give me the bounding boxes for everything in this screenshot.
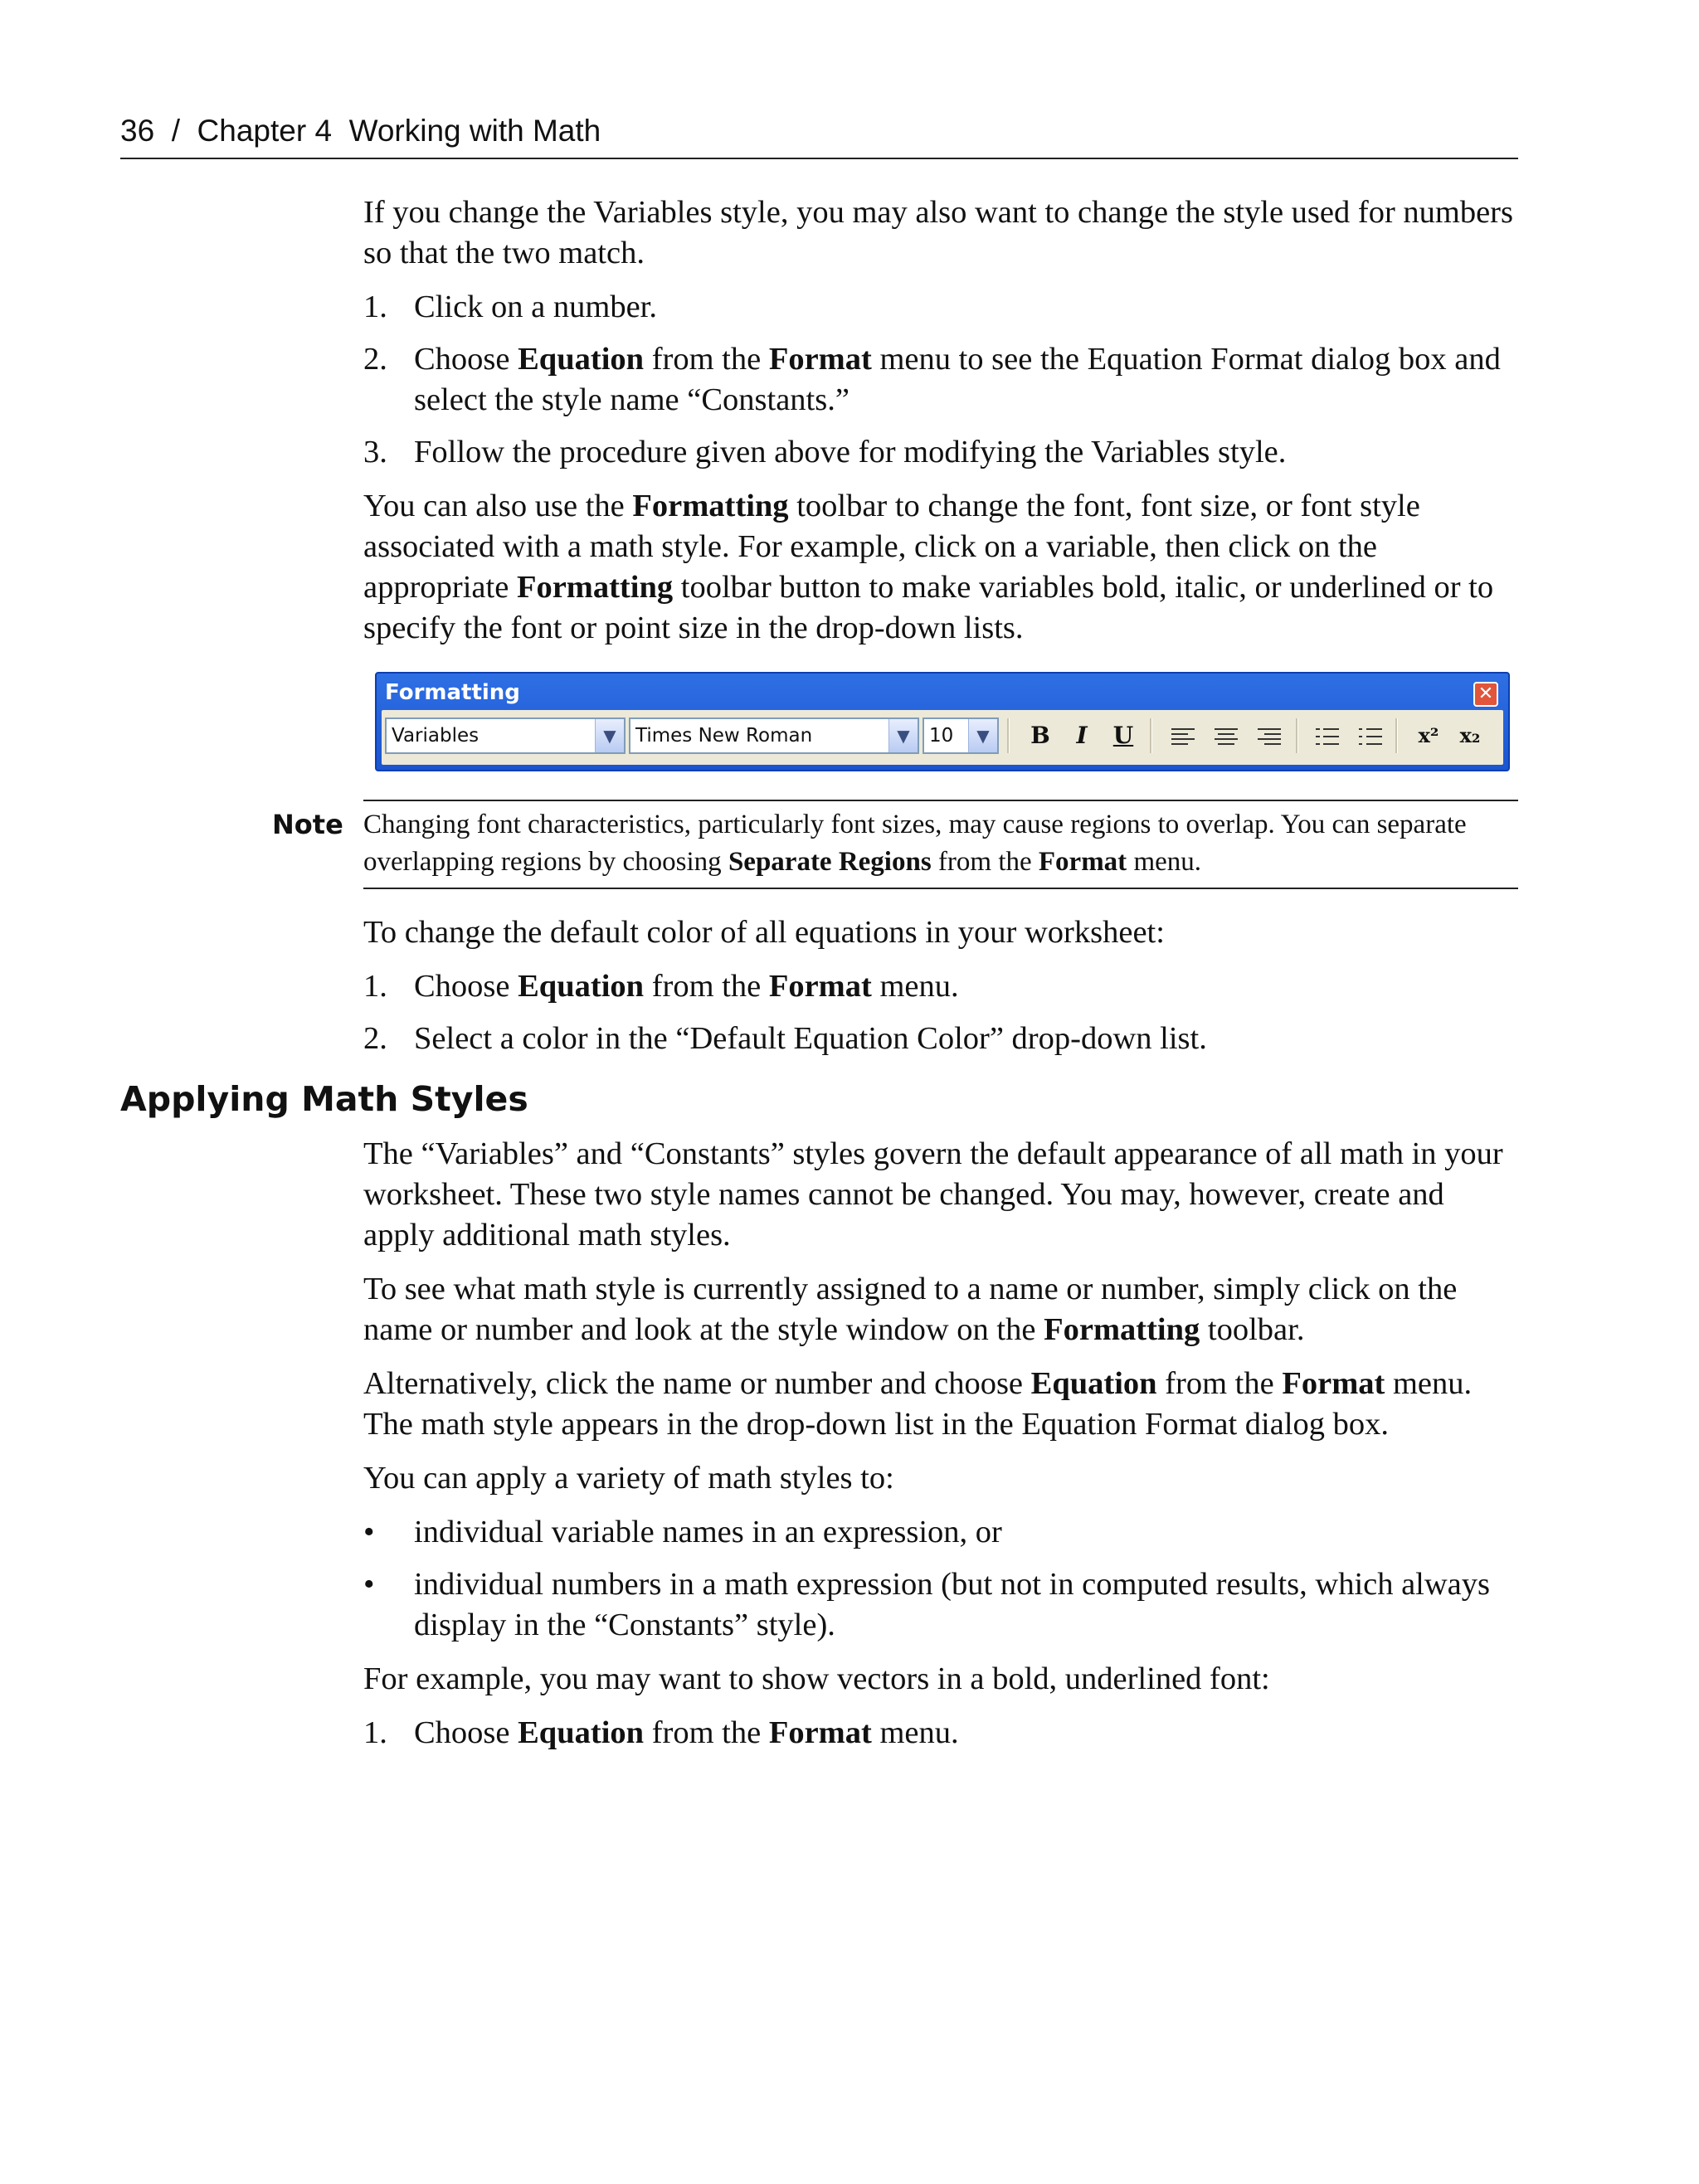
step-number: 3. xyxy=(363,435,387,469)
bold-term: Formatting xyxy=(632,489,789,523)
text-run: Alternatively, click the name or number and choose xyxy=(363,1366,1031,1401)
bold-term: Equation xyxy=(518,1715,645,1750)
chevron-down-icon[interactable]: ▼ xyxy=(968,719,997,752)
note-box xyxy=(272,800,1518,889)
page-body xyxy=(120,192,1518,1767)
bullet-mark: • xyxy=(363,1567,375,1602)
toolbar-separator xyxy=(1296,718,1298,753)
step-text: Click on a number. xyxy=(414,289,657,324)
text-run: To see what math style is currently assigned to a name or number, simply click on the name or number and look at the style window on the xyxy=(363,1272,1458,1347)
note-label: Note xyxy=(272,809,343,840)
step-text-mid: from the xyxy=(644,342,769,377)
bullet-text: individual variable names in an expression, or xyxy=(414,1515,1002,1549)
list-item xyxy=(363,1019,1518,1059)
list-item xyxy=(363,1564,1518,1646)
text-run: menu. The math style appears in the drop-down list in the Equation Format dialog box. xyxy=(363,1366,1473,1442)
bold-term: Equation xyxy=(1030,1366,1157,1401)
align-center-button[interactable] xyxy=(1208,718,1244,753)
font-dropdown-value: Times New Roman xyxy=(635,725,813,747)
toolbar-separator xyxy=(1150,718,1152,753)
size-dropdown-value: 10 xyxy=(929,725,954,747)
close-icon[interactable]: ✕ xyxy=(1473,682,1498,707)
paragraph-formatting-toolbar xyxy=(363,486,1518,649)
step-text: Follow the procedure given above for modifying the Variables style. xyxy=(414,435,1287,469)
numbered-list-button[interactable] xyxy=(1352,718,1389,753)
toolbar-body xyxy=(382,710,1503,765)
step-text-mid: from the xyxy=(644,1715,769,1750)
paragraph-alternatively xyxy=(363,1364,1518,1445)
chevron-down-icon[interactable]: ▼ xyxy=(888,719,918,752)
step-text-post: menu. xyxy=(871,1715,959,1750)
step-number: 1. xyxy=(363,1715,387,1750)
bullet-mark: • xyxy=(363,1515,375,1549)
superscript-button[interactable]: x² xyxy=(1418,723,1439,747)
step-text-post: menu to see the Equation Format dialog box and select the style name “Constants.” xyxy=(414,342,1501,417)
list-item xyxy=(363,339,1518,421)
text-run: toolbar. xyxy=(1200,1312,1305,1347)
align-right-button[interactable] xyxy=(1251,718,1288,753)
step-text-post: menu. xyxy=(871,969,959,1004)
page-header-text: 36 / Chapter 4 Working with Math xyxy=(120,114,601,148)
bullet-list-button[interactable] xyxy=(1309,718,1346,753)
list-item xyxy=(363,1713,1518,1754)
step-number: 2. xyxy=(363,1021,387,1056)
text-run: Changing font characteristics, particularly font sizes, may cause regions to overlap. You can separate overlapping regions by choosing xyxy=(363,810,1467,877)
text-run: from the xyxy=(1156,1366,1283,1401)
step-text: Select a color in the “Default Equation Color” drop-down list. xyxy=(414,1021,1207,1056)
paragraph-variables-numbers: If you change the Variables style, you may also want to change the style used for numbers so that the two match. xyxy=(363,195,1513,270)
bold-term: Equation xyxy=(518,342,645,377)
bold-term: Format xyxy=(1038,847,1127,877)
step-number: 2. xyxy=(363,342,387,377)
step-text-mid: from the xyxy=(644,969,769,1004)
list-item xyxy=(363,1512,1518,1553)
bold-term: Format xyxy=(768,969,872,1004)
font-dropdown[interactable] xyxy=(629,717,919,754)
numbered-list-icon xyxy=(1359,728,1382,747)
underline-button[interactable]: U xyxy=(1112,722,1134,749)
text-run: from the xyxy=(931,847,1039,877)
bold-term: Format xyxy=(768,342,872,377)
paragraph-default-color: To change the default color of all equations in your worksheet: xyxy=(363,915,1165,950)
bold-term: Formatting xyxy=(1044,1312,1200,1347)
paragraph-example-vectors: For example, you may want to show vectors in a bold, underlined font: xyxy=(363,1661,1270,1696)
steps-list-vectors xyxy=(363,1713,1518,1754)
steps-list-constants xyxy=(363,287,1518,473)
align-left-icon xyxy=(1171,728,1195,747)
running-header xyxy=(120,109,1518,159)
list-item xyxy=(363,966,1518,1007)
toolbar-separator xyxy=(1395,718,1398,753)
bullet-text: individual numbers in a math expression (but not in computed results, which always display in the “Constants” style). xyxy=(414,1567,1491,1642)
step-text-pre: Choose xyxy=(414,969,518,1004)
style-dropdown-value: Variables xyxy=(392,725,480,747)
chevron-down-icon[interactable]: ▼ xyxy=(595,719,624,752)
step-number: 1. xyxy=(363,289,387,324)
bold-term: Separate Regions xyxy=(728,847,932,877)
bold-button[interactable]: B xyxy=(1030,722,1050,749)
style-dropdown[interactable] xyxy=(385,717,626,754)
size-dropdown[interactable] xyxy=(923,717,999,754)
step-text-pre: Choose xyxy=(414,342,518,377)
paragraph-styles-govern: The “Variables” and “Constants” styles govern the default appearance of all math in your worksheet. These two style names cannot be changed. You may, however, create and apply additional math styles. xyxy=(363,1136,1503,1253)
steps-list-color xyxy=(363,966,1518,1059)
bold-term: Format xyxy=(1282,1366,1385,1401)
subscript-button[interactable]: x₂ xyxy=(1459,723,1481,747)
step-text-pre: Choose xyxy=(414,1715,518,1750)
paragraph-see-style xyxy=(363,1269,1518,1350)
bullet-list xyxy=(363,1512,1518,1646)
text-run: menu. xyxy=(1127,847,1202,877)
text-run: toolbar to change the font, font size, or font style associated with a math style. For example, click on a variable, then click on the appropriate xyxy=(363,489,1420,605)
bullet-list-icon xyxy=(1316,728,1339,747)
align-right-icon xyxy=(1258,728,1281,747)
bold-term: Equation xyxy=(518,969,645,1004)
text-run: toolbar button to make variables bold, italic, or underlined or to specify the font or point size in the drop-down lists. xyxy=(363,570,1494,645)
text-run: You can also use the xyxy=(363,489,633,523)
toolbar-title: Formatting xyxy=(385,680,520,705)
step-number: 1. xyxy=(363,969,387,1004)
formatting-toolbar xyxy=(375,672,1510,771)
list-item xyxy=(363,287,1518,328)
align-left-button[interactable] xyxy=(1165,718,1201,753)
align-center-icon xyxy=(1215,728,1238,747)
list-item xyxy=(363,432,1518,473)
bold-term: Format xyxy=(768,1715,872,1750)
paragraph-apply-variety: You can apply a variety of math styles to: xyxy=(363,1461,894,1496)
toolbar-separator xyxy=(1007,718,1010,753)
italic-button[interactable]: I xyxy=(1076,722,1088,749)
bold-term: Formatting xyxy=(516,570,674,605)
section-heading: Applying Math Styles xyxy=(120,1079,528,1119)
